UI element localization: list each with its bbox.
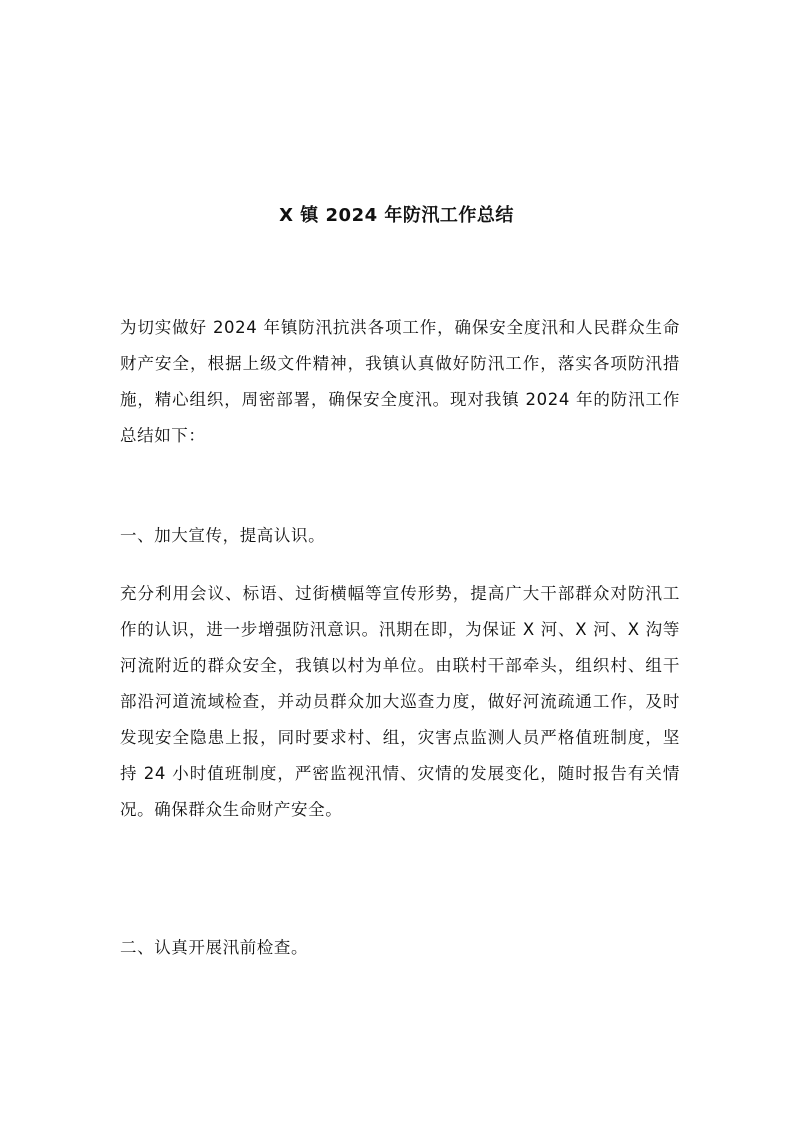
section-heading-1: 一、加大宣传，提高认识。	[120, 526, 326, 545]
intro-paragraph: 为切实做好 2024 年镇防汛抗洪各项工作，确保安全度汛和人民群众生命财产安全，根据上级文件精神，我镇认真做好防汛工作，落实各项防汛措施，精心组织，周密部署，确保安全度汛。现对我镇 2024 年的防汛工作总结如下：	[120, 318, 680, 445]
section-1-paragraph: 充分利用会议、标语、过街横幅等宣传形势，提高广大干部群众对防汛工作的认识，进一步增强防汛意识。汛期在即，为保证 X 河、X 河、X 沟等河流附近的群众安全，我镇以村为单位。由联村干部牵头，组织村、组干部沿河道流域检查，并动员群众加大巡查力度，做好河流疏通工作，及时发现安全隐患上报，同时要求村、组，灾害点监测人员严格值班制度，坚持 24 小时值班制度，严密监视汛情、灾情的发展变化，随时报告有关情况。确保群众生命财产安全。	[120, 584, 680, 819]
document-title: X 镇 2024 年防汛工作总结	[279, 205, 514, 226]
section-heading-2: 二、认真开展汛前检查。	[120, 938, 309, 957]
